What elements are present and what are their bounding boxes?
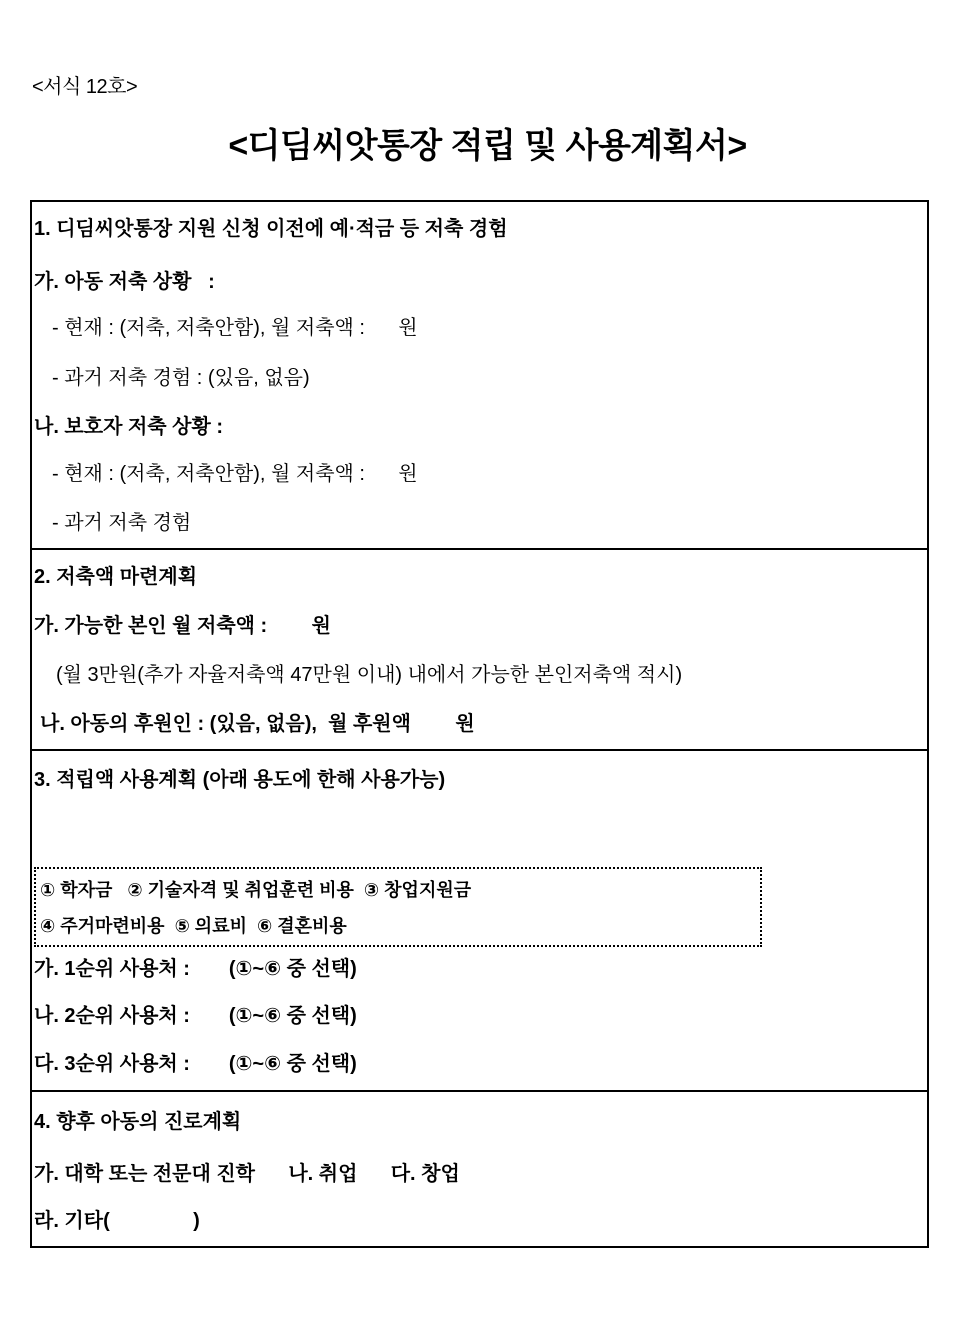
section-4-heading: 4. 향후 아동의 진로계획 [34, 1111, 242, 1133]
section-career-plan [32, 1090, 927, 1246]
form-table [30, 200, 929, 1248]
priority-2-field[interactable]: 나. 2순위 사용처 : (①~⑥ 중 선택) [34, 1005, 357, 1027]
guardian-current-savings-field[interactable]: - 현재 : (저축, 저축안함), 월 저축액 : 원 [52, 463, 418, 485]
monthly-savings-field[interactable]: 가. 가능한 본인 월 저축액 : 원 [34, 615, 331, 637]
usage-options-line-2: ④ 주거마련비용 ⑤ 의료비 ⑥ 결혼비용 [40, 916, 347, 936]
section-savings-plan [32, 548, 927, 749]
sponsor-field[interactable]: 나. 아동의 후원인 : (있음, 없음), 월 후원액 원 [40, 713, 475, 735]
priority-3-field[interactable]: 다. 3순위 사용처 : (①~⑥ 중 선택) [34, 1053, 357, 1075]
section-usage-plan [32, 749, 927, 1090]
priority-1-field[interactable]: 가. 1순위 사용처 : (①~⑥ 중 선택) [34, 958, 357, 980]
savings-note: (월 3만원(추가 자율저축액 47만원 이내) 내에서 가능한 본인저축액 적시) [56, 664, 683, 686]
guardian-past-savings-field[interactable]: - 과거 저축 경험 [52, 512, 192, 534]
section-2-heading: 2. 저축액 마련계획 [34, 566, 198, 588]
child-savings-heading: 가. 아동 저축 상황 : [34, 271, 215, 293]
guardian-savings-heading: 나. 보호자 저축 상황 : [34, 416, 224, 438]
section-1-heading: 1. 디딤씨앗통장 지원 신청 이전에 예·적금 등 저축 경험 [34, 218, 508, 240]
usage-options-box [34, 867, 762, 947]
document-title: <디딤씨앗통장 적립 및 사용계획서> [228, 127, 747, 165]
child-past-savings-field[interactable]: - 과거 저축 경험 : (있음, 없음) [52, 367, 310, 389]
form-number: <서식 12호> [32, 76, 138, 98]
career-choices[interactable]: 가. 대학 또는 전문대 진학 나. 취업 다. 창업 [34, 1163, 460, 1185]
career-other-field[interactable]: 라. 기타( ) [34, 1210, 200, 1232]
section-savings-experience [32, 202, 927, 548]
section-3-heading: 3. 적립액 사용계획 (아래 용도에 한해 사용가능) [34, 769, 446, 791]
usage-options-line-1: ① 학자금 ② 기술자격 및 취업훈련 비용 ③ 창업지원금 [40, 880, 472, 900]
child-current-savings-field[interactable]: - 현재 : (저축, 저축안함), 월 저축액 : 원 [52, 317, 418, 339]
